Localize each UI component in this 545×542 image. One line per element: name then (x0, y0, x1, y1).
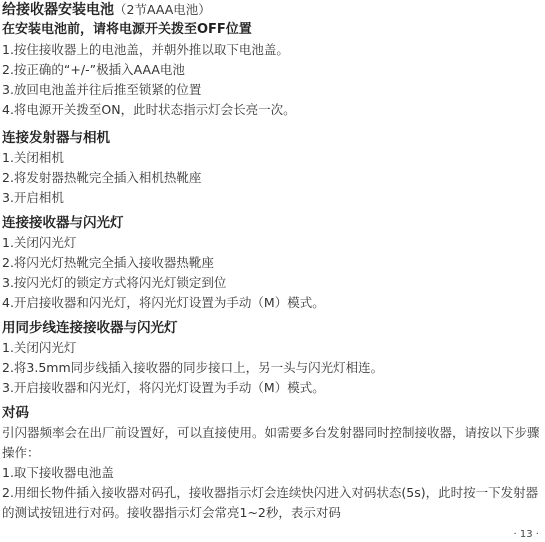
receiver-step-2: 2.将闪光灯热靴完全插入接收器热靴座 (2, 255, 214, 270)
pairing-intro: 引闪器频率会在出厂前设置好，可以直接使用。如需要多台发射器同时控制接收器，请按以下步骤操作： (2, 425, 540, 460)
pairing-step-2: 2.用细长物件插入接收器对码孔，接收器指示灯会连续快闪进入对码状态(5s)，此时按一下发射器的测试按钮进行对码。接收器指示灯会常亮1~2秒，表示对码 (2, 485, 539, 520)
sync-cable-heading: 用同步线连接接收器与闪光灯 (2, 320, 178, 336)
pairing-step-1: 1.取下接收器电池盖 (2, 465, 114, 480)
manual-page (2, 0, 542, 523)
transmitter-step-2: 2.将发射器热靴完全插入相机热靴座 (2, 170, 202, 185)
receiver-step-1: 1.关闭闪光灯 (2, 235, 77, 250)
battery-section-title (2, 0, 542, 20)
sync-cable-step-1: 1.关闭闪光灯 (2, 340, 77, 355)
battery-subhead: 在安装电池前，请将电源开关拨至OFF位置 (2, 22, 252, 37)
transmitter-step-3: 3.开启相机 (2, 190, 64, 205)
page-number: · 13 · (513, 529, 539, 540)
sync-cable-step-3: 3.开启接收器和闪光灯，将闪光灯设置为手动（M）模式。 (2, 380, 325, 395)
battery-step-2: 2.按正确的“+/-”极插入AAA电池 (2, 62, 185, 77)
sync-cable-step-2: 2.将3.5mm同步线插入接收器的同步接口上，另一头与闪光灯相连。 (2, 360, 384, 375)
transmitter-step-1: 1.关闭相机 (2, 150, 64, 165)
transmitter-heading: 连接发射器与相机 (2, 130, 110, 146)
pairing-heading: 对码 (2, 405, 29, 421)
spacer (2, 120, 542, 128)
battery-step-3: 3.放回电池盖并往后推至锁紧的位置 (2, 82, 202, 97)
battery-title-note: （2节AAA电池） (114, 2, 211, 17)
battery-title: 给接收器安装电池 (2, 2, 114, 18)
battery-step-4: 4.将电源开关拨至ON，此时状态指示灯会长亮一次。 (2, 102, 296, 117)
receiver-step-3: 3.按闪光灯的锁定方式将闪光灯锁定到位 (2, 275, 227, 290)
receiver-step-4: 4.开启接收器和闪光灯，将闪光灯设置为手动（M）模式。 (2, 295, 325, 310)
receiver-heading: 连接接收器与闪光灯 (2, 215, 124, 231)
battery-step-1: 1.按住接收器上的电池盖，并朝外推以取下电池盖。 (2, 42, 289, 57)
